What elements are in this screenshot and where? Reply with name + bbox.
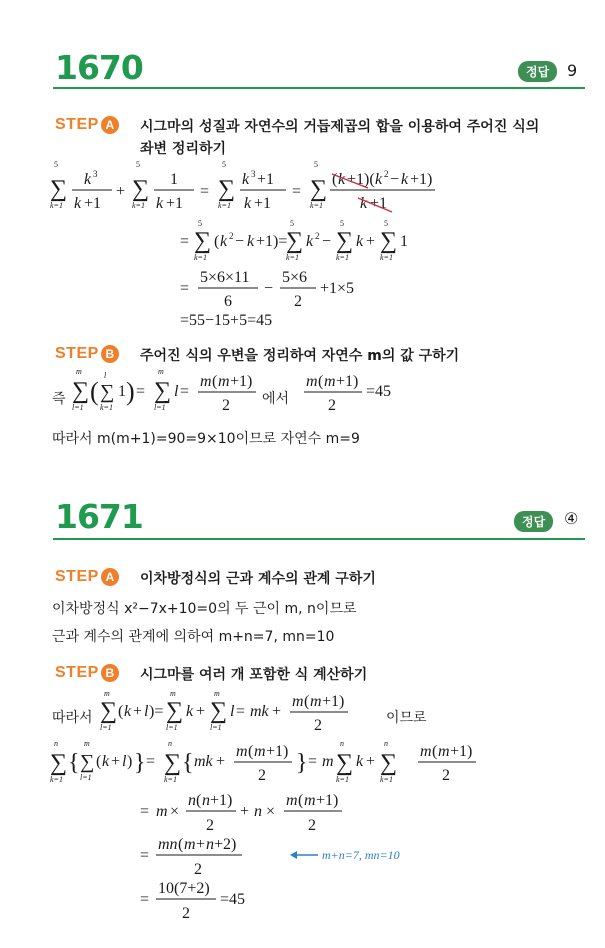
svg-text:m: m: [156, 803, 168, 820]
svg-text:k: k: [156, 195, 164, 212]
answer-value: 9: [567, 61, 578, 80]
step-a-heading: [55, 566, 119, 586]
svg-text:∑: ∑: [218, 176, 236, 202]
step-badge: A: [101, 116, 119, 134]
step-b-equation: [70, 366, 430, 422]
svg-text:(: (: [96, 753, 102, 770]
svg-text:k=1: k=1: [286, 253, 299, 262]
svg-text:−: −: [235, 233, 245, 250]
svg-text:−: −: [322, 233, 332, 250]
svg-text:=: =: [140, 891, 150, 908]
svg-text:l: l: [144, 703, 149, 720]
svg-text:2: 2: [442, 767, 450, 784]
svg-text:+1): +1): [336, 373, 359, 390]
svg-text:×: ×: [170, 803, 180, 820]
svg-text:=45: =45: [366, 383, 392, 400]
svg-text:m: m: [184, 836, 196, 853]
svg-text:(: (: [196, 792, 202, 809]
svg-text:k: k: [356, 753, 364, 770]
svg-text:k=1: k=1: [380, 775, 393, 784]
svg-text:k: k: [74, 195, 82, 212]
svg-text:(: (: [214, 233, 220, 250]
step-b-equation-4: [140, 834, 310, 880]
svg-text:+1): +1): [316, 792, 339, 809]
svg-text:+1: +1: [254, 195, 272, 212]
step-b-suffix: 이므로: [386, 710, 427, 726]
svg-text:1: 1: [400, 233, 408, 250]
step-b-prefix: 따라서: [52, 710, 93, 726]
svg-text:m: m: [104, 689, 110, 698]
svg-text:3: 3: [251, 169, 256, 179]
svg-text:}: }: [296, 750, 308, 776]
step-badge: B: [101, 345, 119, 363]
svg-text:∑: ∑: [336, 228, 354, 254]
step-a-title: 시그마의 성질과 자연수의 거듭제곱의 합을 이용하여 주어진 식의: [140, 119, 540, 135]
svg-text:=: =: [292, 183, 302, 200]
equation-line-1: [50, 160, 470, 220]
svg-text:+: +: [240, 803, 250, 820]
svg-text:=: =: [146, 753, 156, 770]
svg-text:k: k: [306, 233, 314, 250]
svg-text:5: 5: [384, 220, 388, 228]
problem-number: 1670: [55, 48, 143, 87]
step-b-equation-1: [100, 688, 390, 738]
svg-text:+: +: [216, 753, 226, 770]
problem-number: 1671: [55, 497, 143, 536]
svg-text:k: k: [220, 233, 228, 250]
svg-text:∑: ∑: [100, 381, 115, 403]
svg-text:k: k: [186, 703, 194, 720]
step-b-equation-2: [50, 736, 500, 792]
svg-text:=: =: [180, 383, 190, 400]
svg-text:∑: ∑: [100, 698, 118, 724]
divider: [53, 87, 585, 89]
svg-text:m: m: [76, 367, 82, 376]
svg-text:+1): +1): [322, 693, 345, 710]
svg-text:k=1: k=1: [336, 775, 349, 784]
svg-text:(: (: [178, 836, 184, 853]
step-b-heading: [55, 662, 119, 682]
svg-text:+1): +1): [450, 743, 473, 760]
step-a-line-1: 이차방정식 x²−7x+10=0의 두 근이 m, n이므로: [52, 601, 357, 617]
svg-text:): ): [127, 753, 133, 770]
svg-text:(: (: [304, 693, 310, 710]
svg-text:k=1: k=1: [132, 201, 145, 210]
svg-text:2: 2: [294, 293, 302, 310]
svg-text:+: +: [196, 836, 206, 853]
svg-text:n: n: [54, 739, 58, 748]
svg-text:m: m: [324, 373, 336, 390]
svg-text:k: k: [356, 233, 364, 250]
svg-text:m: m: [306, 373, 318, 390]
svg-text:{: {: [68, 750, 80, 776]
svg-text:m: m: [158, 367, 164, 376]
step-label: STEP: [55, 664, 99, 681]
step-a-title-2: 좌변 정리하기: [140, 141, 227, 157]
step-b-equation-3: [140, 790, 400, 836]
svg-text:m: m: [292, 693, 304, 710]
svg-text:m: m: [200, 373, 212, 390]
step-label: STEP: [55, 345, 99, 362]
svg-text:5: 5: [290, 220, 294, 228]
svg-text:{: {: [182, 750, 194, 776]
svg-text:l: l: [122, 753, 127, 770]
svg-text:+2): +2): [214, 836, 237, 853]
svg-text:(: (: [432, 743, 438, 760]
svg-text:+: +: [111, 753, 121, 770]
svg-text:5: 5: [198, 220, 202, 228]
svg-text:+1): +1): [410, 171, 433, 188]
svg-text:5: 5: [54, 160, 58, 169]
svg-text:2: 2: [182, 905, 190, 922]
svg-text:5×6: 5×6: [282, 269, 308, 286]
svg-text:mk: mk: [194, 753, 213, 770]
svg-text:n: n: [168, 739, 172, 748]
svg-text:=: =: [200, 183, 210, 200]
svg-text:k=1: k=1: [194, 253, 207, 262]
svg-text:m: m: [254, 743, 266, 760]
svg-text:=: =: [140, 847, 150, 864]
step-a-title: 이차방정식의 근과 계수의 관계 구하기: [140, 571, 376, 587]
svg-text:k: k: [102, 753, 110, 770]
svg-text:k=1: k=1: [164, 775, 177, 784]
svg-text:l: l: [104, 371, 107, 380]
svg-text:m: m: [214, 689, 220, 698]
svg-text:k: k: [360, 195, 368, 212]
svg-text:l=1: l=1: [100, 723, 112, 732]
equation-line-3: [180, 266, 420, 316]
svg-text:=: =: [308, 753, 318, 770]
svg-text:m: m: [322, 753, 334, 770]
svg-text:∑: ∑: [380, 228, 398, 254]
svg-text:(: (: [212, 373, 218, 390]
svg-text:2: 2: [308, 817, 316, 834]
svg-text:+1): +1): [266, 743, 289, 760]
svg-text:+1): +1): [230, 373, 253, 390]
hint-note: m+n=7, mn=10: [322, 848, 400, 862]
svg-text:2: 2: [328, 397, 336, 414]
svg-text:2: 2: [384, 169, 389, 179]
svg-text:n: n: [202, 792, 210, 809]
answer-badge: 정답: [514, 511, 553, 532]
svg-text:2: 2: [258, 767, 266, 784]
svg-text:k: k: [401, 171, 409, 188]
svg-text:l=1: l=1: [166, 723, 178, 732]
svg-text:∑: ∑: [166, 698, 184, 724]
svg-text:6: 6: [224, 293, 232, 310]
svg-text:+1)(: +1)(: [347, 171, 375, 188]
svg-text:∑: ∑: [132, 176, 150, 202]
svg-text:+1)=: +1)=: [256, 233, 288, 250]
svg-text:): ): [126, 377, 135, 406]
svg-text:+1×5: +1×5: [320, 280, 355, 297]
svg-text:k: k: [247, 233, 255, 250]
svg-text:∑: ∑: [154, 378, 172, 404]
svg-text:+: +: [366, 233, 376, 250]
svg-text:∑: ∑: [164, 750, 182, 776]
svg-text:mn: mn: [158, 836, 178, 853]
svg-text:∑: ∑: [80, 751, 95, 773]
svg-text:+1: +1: [84, 195, 102, 212]
step-label: STEP: [55, 116, 99, 133]
svg-text:m: m: [170, 689, 176, 698]
equation-line-4: =55−15+5=45: [180, 312, 273, 329]
svg-text:1: 1: [118, 383, 126, 400]
svg-text:∑: ∑: [50, 750, 68, 776]
svg-text:=: =: [236, 703, 246, 720]
svg-text:2: 2: [194, 861, 202, 878]
svg-text:2: 2: [229, 231, 234, 241]
svg-text:5: 5: [136, 160, 140, 169]
svg-text:n: n: [188, 792, 196, 809]
svg-text:m: m: [420, 743, 432, 760]
svg-text:k=1: k=1: [50, 775, 63, 784]
svg-text:n: n: [340, 739, 344, 748]
svg-text:k=1: k=1: [50, 201, 63, 210]
svg-text:∑: ∑: [310, 176, 328, 202]
svg-text:=: =: [140, 803, 150, 820]
step-b-title: 시그마를 여러 개 포함한 식 계산하기: [140, 667, 368, 683]
svg-text:k: k: [338, 171, 346, 188]
svg-text:∑: ∑: [286, 228, 304, 254]
svg-text:+1): +1): [210, 792, 233, 809]
svg-text:5×6×11: 5×6×11: [200, 269, 250, 286]
svg-text:5: 5: [340, 220, 344, 228]
svg-text:∑: ∑: [50, 176, 68, 202]
svg-text:k: k: [124, 703, 132, 720]
svg-text:=: =: [180, 233, 190, 250]
svg-text:n: n: [254, 803, 262, 820]
step-badge: B: [101, 664, 119, 682]
svg-text:∑: ∑: [72, 378, 90, 404]
svg-text:m: m: [310, 693, 322, 710]
svg-text:k: k: [375, 171, 383, 188]
svg-text:2: 2: [315, 231, 320, 241]
svg-text:k: k: [242, 171, 250, 188]
step-a-line-2: 근과 계수의 관계에 의하여 m+n=7, mn=10: [52, 629, 335, 645]
svg-text:l: l: [230, 703, 235, 720]
svg-text:+1: +1: [166, 195, 184, 212]
svg-text:+: +: [133, 703, 143, 720]
svg-text:∑: ∑: [210, 698, 228, 724]
step-a-heading: [55, 114, 119, 134]
step-b-mid: 에서: [262, 391, 290, 407]
svg-text:3: 3: [93, 169, 98, 179]
answer-value: ④: [564, 509, 579, 528]
step-label: STEP: [55, 568, 99, 585]
svg-text:l=1: l=1: [154, 403, 166, 412]
step-b-prefix: 즉: [52, 391, 66, 407]
svg-text:m: m: [438, 743, 450, 760]
svg-text:)=: )=: [149, 703, 164, 720]
svg-text:+: +: [272, 703, 282, 720]
svg-text:l=1: l=1: [72, 403, 84, 412]
step-b-title: 주어진 식의 우변을 정리하여 자연수 m의 값 구하기: [140, 348, 460, 364]
svg-text:=: =: [180, 280, 190, 297]
step-badge: A: [101, 568, 119, 586]
svg-text:k: k: [244, 195, 252, 212]
svg-text:(: (: [318, 373, 324, 390]
svg-text:=: =: [136, 383, 146, 400]
svg-text:+1: +1: [370, 195, 388, 212]
step-b-equation-5: [140, 878, 290, 924]
conclusion: 따라서 m(m+1)=90=9×10이므로 자연수 m=9: [52, 431, 360, 447]
svg-text:l=1: l=1: [210, 723, 222, 732]
svg-text:m: m: [304, 792, 316, 809]
divider: [53, 538, 585, 540]
svg-text:2: 2: [206, 817, 214, 834]
svg-text:k: k: [84, 171, 92, 188]
svg-text:+: +: [196, 703, 206, 720]
svg-text:1: 1: [170, 171, 178, 188]
svg-text:10(7+2): 10(7+2): [158, 880, 210, 897]
svg-text:+: +: [366, 753, 376, 770]
svg-text:m: m: [236, 743, 248, 760]
svg-text:+1: +1: [257, 171, 275, 188]
svg-text:m: m: [84, 739, 90, 748]
svg-text:−: −: [390, 171, 400, 188]
svg-text:×: ×: [266, 803, 276, 820]
step-b-heading: [55, 343, 119, 363]
svg-text:2: 2: [314, 717, 322, 734]
svg-text:(: (: [118, 703, 124, 720]
arrow-left-icon: [290, 850, 320, 860]
svg-text:l: l: [174, 383, 179, 400]
svg-text:=45: =45: [220, 891, 246, 908]
svg-text:(: (: [298, 792, 304, 809]
svg-text:−: −: [264, 280, 274, 297]
svg-text:2: 2: [222, 397, 230, 414]
svg-text:5: 5: [314, 160, 318, 169]
svg-text:n: n: [384, 739, 388, 748]
svg-text:(: (: [332, 171, 338, 188]
answer-badge: 정답: [518, 61, 557, 82]
svg-text:k=1: k=1: [218, 201, 231, 210]
svg-text:k=1: k=1: [336, 253, 349, 262]
svg-text:l=1: l=1: [80, 773, 92, 782]
svg-text:(: (: [248, 743, 254, 760]
svg-text:∑: ∑: [194, 228, 212, 254]
svg-text:∑: ∑: [380, 750, 398, 776]
svg-text:m: m: [286, 792, 298, 809]
svg-text:k=1: k=1: [100, 403, 113, 412]
svg-text:n: n: [206, 836, 214, 853]
svg-text:k=1: k=1: [380, 253, 393, 262]
svg-text:m: m: [218, 373, 230, 390]
svg-text:}: }: [134, 750, 146, 776]
svg-text:mk: mk: [250, 703, 269, 720]
svg-text:+: +: [116, 183, 126, 200]
svg-text:∑: ∑: [336, 750, 354, 776]
svg-text:5: 5: [222, 160, 226, 169]
equation-line-2: [180, 220, 480, 268]
svg-text:k=1: k=1: [310, 201, 323, 210]
svg-text:(: (: [90, 377, 99, 406]
